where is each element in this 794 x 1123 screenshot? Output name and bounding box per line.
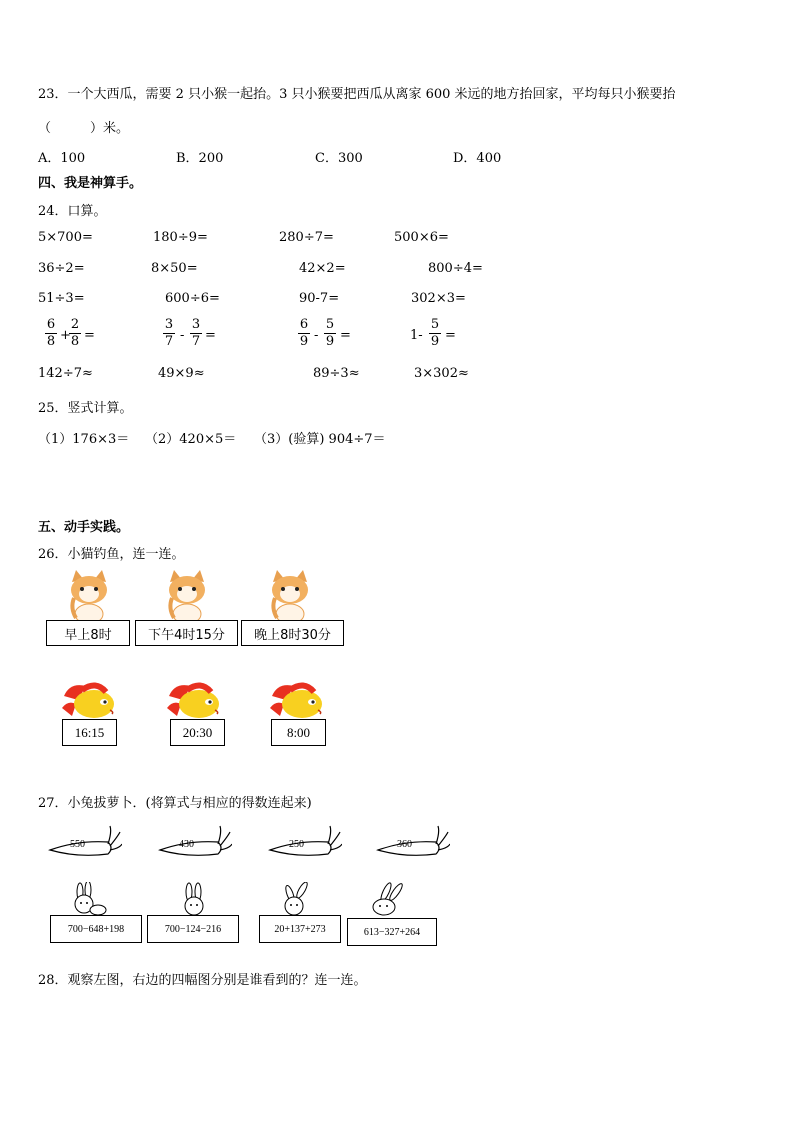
q24-r2-c4: 800÷4= xyxy=(428,261,483,276)
carrot-value: 550 xyxy=(70,839,85,850)
fish-icon xyxy=(60,678,120,720)
q24-r3-c2: 600÷6= xyxy=(165,291,220,306)
fraction: 5 9 xyxy=(325,317,335,349)
q24-title: 24．口算。 xyxy=(38,204,107,219)
carrot[interactable] xyxy=(268,822,342,862)
cat-icon xyxy=(265,568,315,622)
q25-title: 25．竖式计算。 xyxy=(38,401,133,416)
rabbit-icon xyxy=(276,882,320,918)
q24-r2-c2: 8×50= xyxy=(151,261,198,276)
fish-icon xyxy=(165,678,225,720)
carrot[interactable] xyxy=(48,822,122,862)
q24-r5-c2: 49×9≈ xyxy=(158,366,205,381)
carrot-icon xyxy=(268,822,342,862)
q25-item-1: （1）176×3＝ xyxy=(38,432,130,447)
fish-time-box[interactable]: 16:15 xyxy=(62,719,117,746)
rabbit-expression-box[interactable]: 613−327+264 xyxy=(347,918,437,946)
cat-icon xyxy=(64,568,114,622)
q24-r1-c1: 5×700= xyxy=(38,230,93,245)
q24-r5-c4: 3×302≈ xyxy=(414,366,469,381)
fraction: 5 9 xyxy=(430,317,440,349)
rabbit-expression-box[interactable]: 700−124−216 xyxy=(147,915,239,943)
q24-r5-c3: 89÷3≈ xyxy=(313,366,360,381)
cat-time-box[interactable]: 晚上8时30分 xyxy=(241,620,344,646)
q23-option-d: D．400 xyxy=(453,151,502,166)
q24-r1-c2: 180÷9= xyxy=(153,230,208,245)
q24-r1-c3: 280÷7= xyxy=(279,230,334,245)
fraction: 3 7 xyxy=(164,317,174,349)
carrot-value: 360 xyxy=(397,839,412,850)
q23-option-c: C．300 xyxy=(315,151,363,166)
carrot-value: 250 xyxy=(289,839,304,850)
q24-r3-c4: 302×3= xyxy=(411,291,466,306)
q24-r3-c3: 90-7= xyxy=(299,291,340,306)
carrot-icon xyxy=(48,822,122,862)
section-5-heading: 五、动手实践。 xyxy=(38,520,130,535)
rabbit-expression-box[interactable]: 700−648+198 xyxy=(50,915,142,943)
q24-r2-c1: 36÷2= xyxy=(38,261,85,276)
section-4-heading: 四、我是神算手。 xyxy=(38,176,143,191)
q28-title: 28．观察左图，右边的四幅图分别是谁看到的？连一连。 xyxy=(38,973,367,988)
q23-option-b: B．200 xyxy=(176,151,224,166)
operator: - xyxy=(314,328,319,343)
fish-icon xyxy=(268,678,328,720)
fish-time-box[interactable]: 20:30 xyxy=(170,719,225,746)
operator: + xyxy=(60,328,71,343)
q25-item-2: （2）420×5＝ xyxy=(145,432,237,447)
rabbit-expression-box[interactable]: 20+137+273 xyxy=(259,915,341,943)
carrot[interactable] xyxy=(158,822,232,862)
rabbit-icon xyxy=(176,882,212,918)
carrot-icon xyxy=(158,822,232,862)
fraction: 6 8 xyxy=(46,317,56,349)
equals: = xyxy=(205,328,216,343)
equals: = xyxy=(84,328,95,343)
q25-item-3: （3）(验算) 904÷7＝ xyxy=(254,432,386,447)
cat-time-box[interactable]: 早上8时 xyxy=(46,620,130,646)
q24-r3-c1: 51÷3= xyxy=(38,291,85,306)
carrot[interactable] xyxy=(376,822,450,862)
q26-title: 26．小猫钓鱼，连一连。 xyxy=(38,547,185,562)
rabbit-icon xyxy=(366,882,414,918)
equals: = xyxy=(340,328,351,343)
fraction: 6 9 xyxy=(299,317,309,349)
q27-title: 27．小兔拔萝卜．(将算式与相应的得数连起来) xyxy=(38,796,312,811)
prefix: 1- xyxy=(410,328,423,343)
cat-icon xyxy=(162,568,212,622)
q23-option-a: A．100 xyxy=(38,151,86,166)
q24-r5-c1: 142÷7≈ xyxy=(38,366,93,381)
q24-r2-c3: 42×2= xyxy=(299,261,346,276)
cat-time-box[interactable]: 下午4时15分 xyxy=(135,620,238,646)
q24-r1-c4: 500×6= xyxy=(394,230,449,245)
fraction: 2 8 xyxy=(70,317,80,349)
carrot-icon xyxy=(376,822,450,862)
rabbit-icon xyxy=(66,882,110,918)
fish-time-box[interactable]: 8:00 xyxy=(271,719,326,746)
fraction: 3 7 xyxy=(191,317,201,349)
operator: - xyxy=(180,328,185,343)
carrot-value: 430 xyxy=(179,839,194,850)
q23-line1: 23．一个大西瓜，需要 2 只小猴一起抬。3 只小猴要把西瓜从离家 600 米远的地方抬回家，平均每只小猴要抬 xyxy=(38,87,676,102)
equals: = xyxy=(445,328,456,343)
q23-line2: （ ）米。 xyxy=(38,121,130,136)
